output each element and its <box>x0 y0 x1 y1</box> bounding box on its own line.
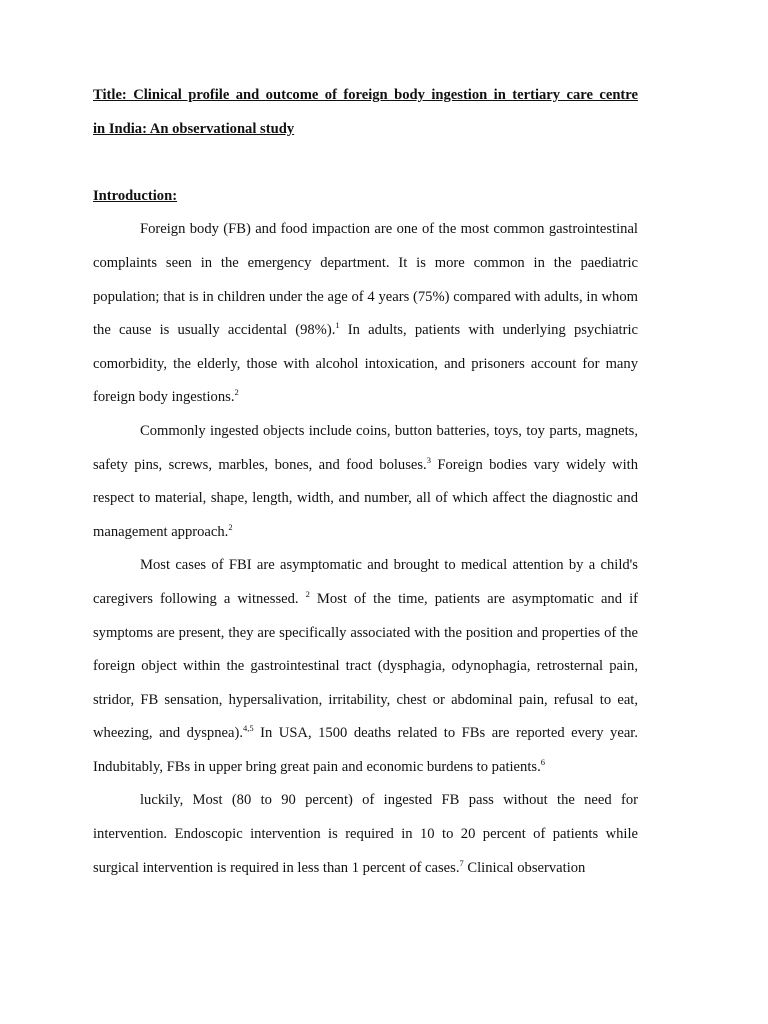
paragraph-2-text-1: Commonly ingested objects include coins, button batteries, toys, toy parts, magnets, safety pins, screws, marbles, bones, and food boluses. <box>93 422 638 473</box>
paragraph-4 <box>93 784 638 885</box>
citation-superscript: 4,5 <box>242 723 254 734</box>
paragraph-1 <box>93 213 638 415</box>
citation-superscript: 1 <box>335 320 340 331</box>
paragraph-3-text-2: Most of the time, patients are asymptomatic and if symptoms are present, they are specifically associated with the position and properties of the foreign object within the gastrointestinal tract (dysphagia, odynophagia, retrosternal pain, stridor, FB sensation, hypersalivation, irritability, chest or abdominal pain, refusal to eat, wheezing, and dyspnea). <box>93 590 638 742</box>
paragraph-2 <box>93 415 638 549</box>
paragraph-3 <box>93 549 638 784</box>
paper-title <box>93 79 638 146</box>
paper-title-line-2: in India: An observational study <box>93 120 295 137</box>
citation-superscript: 2 <box>228 521 233 532</box>
citation-superscript: 3 <box>426 454 431 465</box>
paragraph-3-text-3: In USA, 1500 deaths related to FBs are reported every year. Indubitably, FBs in upper bring great pain and economic burdens to patients. <box>93 725 639 775</box>
paragraph-2-text-2: Foreign bodies vary widely with respect to material, shape, length, width, and number, all of which affect the diagnostic and management approach. <box>93 456 638 540</box>
paper-title-line-1: Title: Clinical profile and outcome of foreign body ingestion in tertiary care centre <box>93 87 638 103</box>
introduction-heading: Introduction: <box>93 187 178 204</box>
paragraph-1-text-2: In adults, patients with underlying psychiatric comorbidity, the elderly, those with alcohol intoxication, and prisoners account for many foreign body ingestions. <box>93 322 638 406</box>
paragraph-4-text-2: Clinical observation <box>463 859 586 876</box>
citation-superscript: 6 <box>540 756 545 767</box>
citation-superscript: 2 <box>234 387 239 398</box>
citation-superscript: 7 <box>459 857 464 868</box>
paragraph-3-text-1: Most cases of FBI are asymptomatic and brought to medical attention by a child's caregivers following a witnessed. <box>93 557 638 607</box>
paragraph-4-text-1: luckily, Most (80 to 90 percent) of ingested FB pass without the need for intervention. Endoscopic intervention is required in 10 to 20 percent of patients while surgical intervention is required in less than 1 percent of cases. <box>93 792 638 876</box>
citation-superscript: 2 <box>305 588 310 599</box>
document-page <box>93 79 638 885</box>
paragraph-1-text-1: Foreign body (FB) and food impaction are one of the most common gastrointestinal complaints seen in the emergency department. It is more common in the paediatric population; that is in children under the age of 4 years (75%) compared with adults, in whom the cause is usually accidental (98%). <box>93 221 638 339</box>
